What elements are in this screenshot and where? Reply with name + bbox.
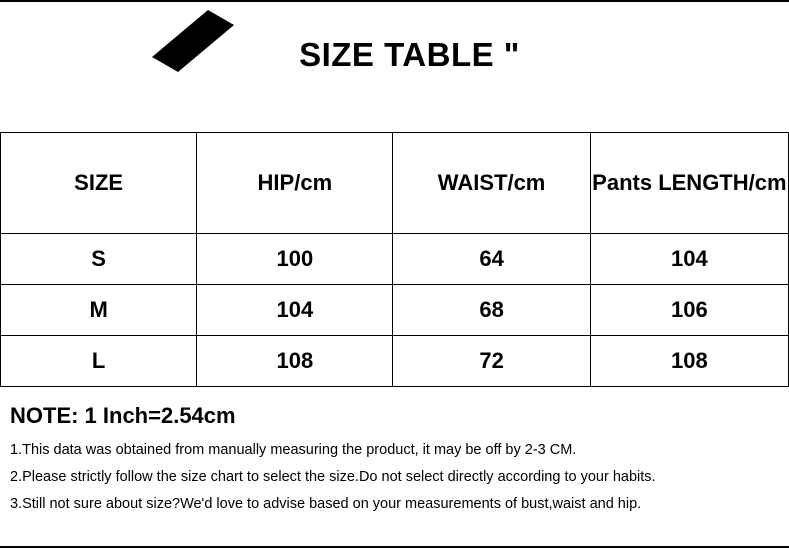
cell-waist: 64 [393,234,590,285]
cell-pants-length: 108 [590,336,788,387]
table-header-hip: HIP/cm [197,133,393,234]
size-table [0,132,789,387]
cell-size: L [1,336,197,387]
table-header-pants-length: Pants LENGTH/cm [590,133,788,234]
table-header-row [1,133,789,234]
cell-hip: 104 [197,285,393,336]
table-row [1,234,789,285]
cell-hip: 100 [197,234,393,285]
note-title: NOTE: 1 Inch=2.54cm [10,403,236,428]
note-line-2: 2.Please strictly follow the size chart to select the size.Do not select directly according to your habits. [10,468,656,485]
table-row [1,285,789,336]
cell-size: M [1,285,197,336]
table-row [1,336,789,387]
note-line-3: 3.Still not sure about size?We'd love to advise based on your measurements of bust,waist and hip. [10,495,642,512]
cell-hip: 108 [197,336,393,387]
notes-section [0,387,789,517]
cell-size: S [1,234,197,285]
table-header-size: SIZE [1,133,197,234]
cell-waist: 68 [393,285,590,336]
table-header-waist: WAIST/cm [393,133,590,234]
page-title: SIZE TABLE " [299,36,520,73]
note-line-1: 1.This data was obtained from manually measuring the product, it may be off by 2-3 CM. [10,442,577,458]
cell-waist: 72 [393,336,590,387]
document-header [0,2,789,132]
cell-pants-length: 104 [590,234,788,285]
cell-pants-length: 106 [590,285,788,336]
